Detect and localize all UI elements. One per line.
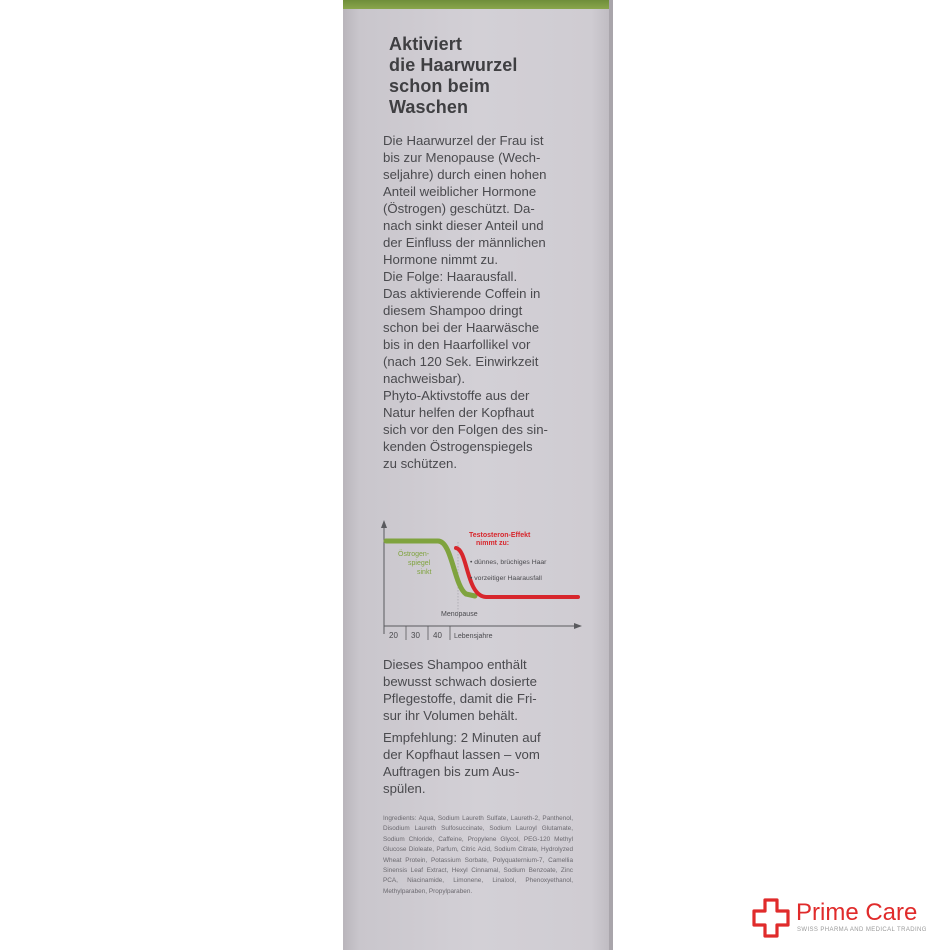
x-tick-label: 40 [433,631,442,640]
effect-bullet: • dünnes, brüchiges Haar [470,559,547,566]
testosterone-label-line: nimmt zu: [476,540,510,547]
paragraph-volume: Dieses Shampoo enthält bewusst schwach dosierte Pflegestoffe, damit die Fri- sur ihr Volumen behält. [383,657,537,723]
box-edge [609,0,613,950]
estrogen-label-line: spiegel [408,560,431,567]
testosterone-curve [456,548,578,597]
x-axis-arrow [574,623,582,629]
prime-care-watermark [752,898,942,938]
green-top-strip [343,0,613,9]
estrogen-label-line: sinkt [417,569,432,576]
product-box-side-panel [343,0,613,950]
watermark-tagline: SWISS PHARMA AND MEDICAL TRADING [797,927,927,933]
x-axis-label: Lebensjahre [454,633,493,640]
watermark-name: Prime Care [796,899,918,926]
testosterone-label-line: Testosteron-Effekt [469,532,531,539]
paragraph-recommendation: Empfehlung: 2 Minuten auf der Kopfhaut lassen – vom Auftragen bis zum Aus- spülen. [383,730,541,796]
ingredients-list: Ingredients: Aqua, Sodium Laureth Sulfate, Laureth-2, Panthenol, Disodium Laureth Sulfosuccinate, Sodium Lauroyl Glutamate, Sodium Chloride, Caffeine, Propylene Glycol, PEG-120 Methyl Glucose Dioleate, Parfum, Citric Acid, Sodium Citrate, Hydrolyzed Wheat Protein, Potassium Sorbate, Polyquaternium-7, Camellia Sinensis Leaf Extract, Hexyl Cinnamal, Sodium Benzoate, Zinc PCA, Niacinamide, Limonene, Linalool, Phenoxyethanol, Methylparaben, Propylparaben. [383,815,573,895]
hormone-chart [376,516,586,646]
estrogen-label-line: Östrogen- [398,551,430,558]
y-axis-arrow [381,520,387,528]
panel-content [383,34,573,472]
menopause-label: Menopause [441,611,478,618]
panel-lower-text [383,656,573,802]
x-tick-label: 20 [389,631,398,640]
prime-care-cross-icon [752,898,790,938]
panel-heading: Aktiviert die Haarwurzel schon beim Waschen [389,34,518,117]
effect-bullet: • vorzeitiger Haarausfall [470,575,542,582]
x-tick-label: 30 [411,631,420,640]
body-paragraph: Die Haarwurzel der Frau ist bis zur Menopause (Wech- seljahre) durch einen hohen Anteil weiblicher Hormone (Östrogen) geschützt. Da- nach sinkt dieser Anteil und der Einfluss der männlichen Hormone nimmt zu. Die Folge: Haarausfall. Das aktivierende Coffein in diesem Shampoo dringt schon bei der Haarwäsche bis in den Haarfollikel vor (nach 120 Sek. Einwirkzeit nachweisbar). Phyto-Aktivstoffe aus der Natur helfen der Kopfhaut sich vor den Folgen des sin- kenden Östrogenspiegels zu schützen. [383,133,548,471]
